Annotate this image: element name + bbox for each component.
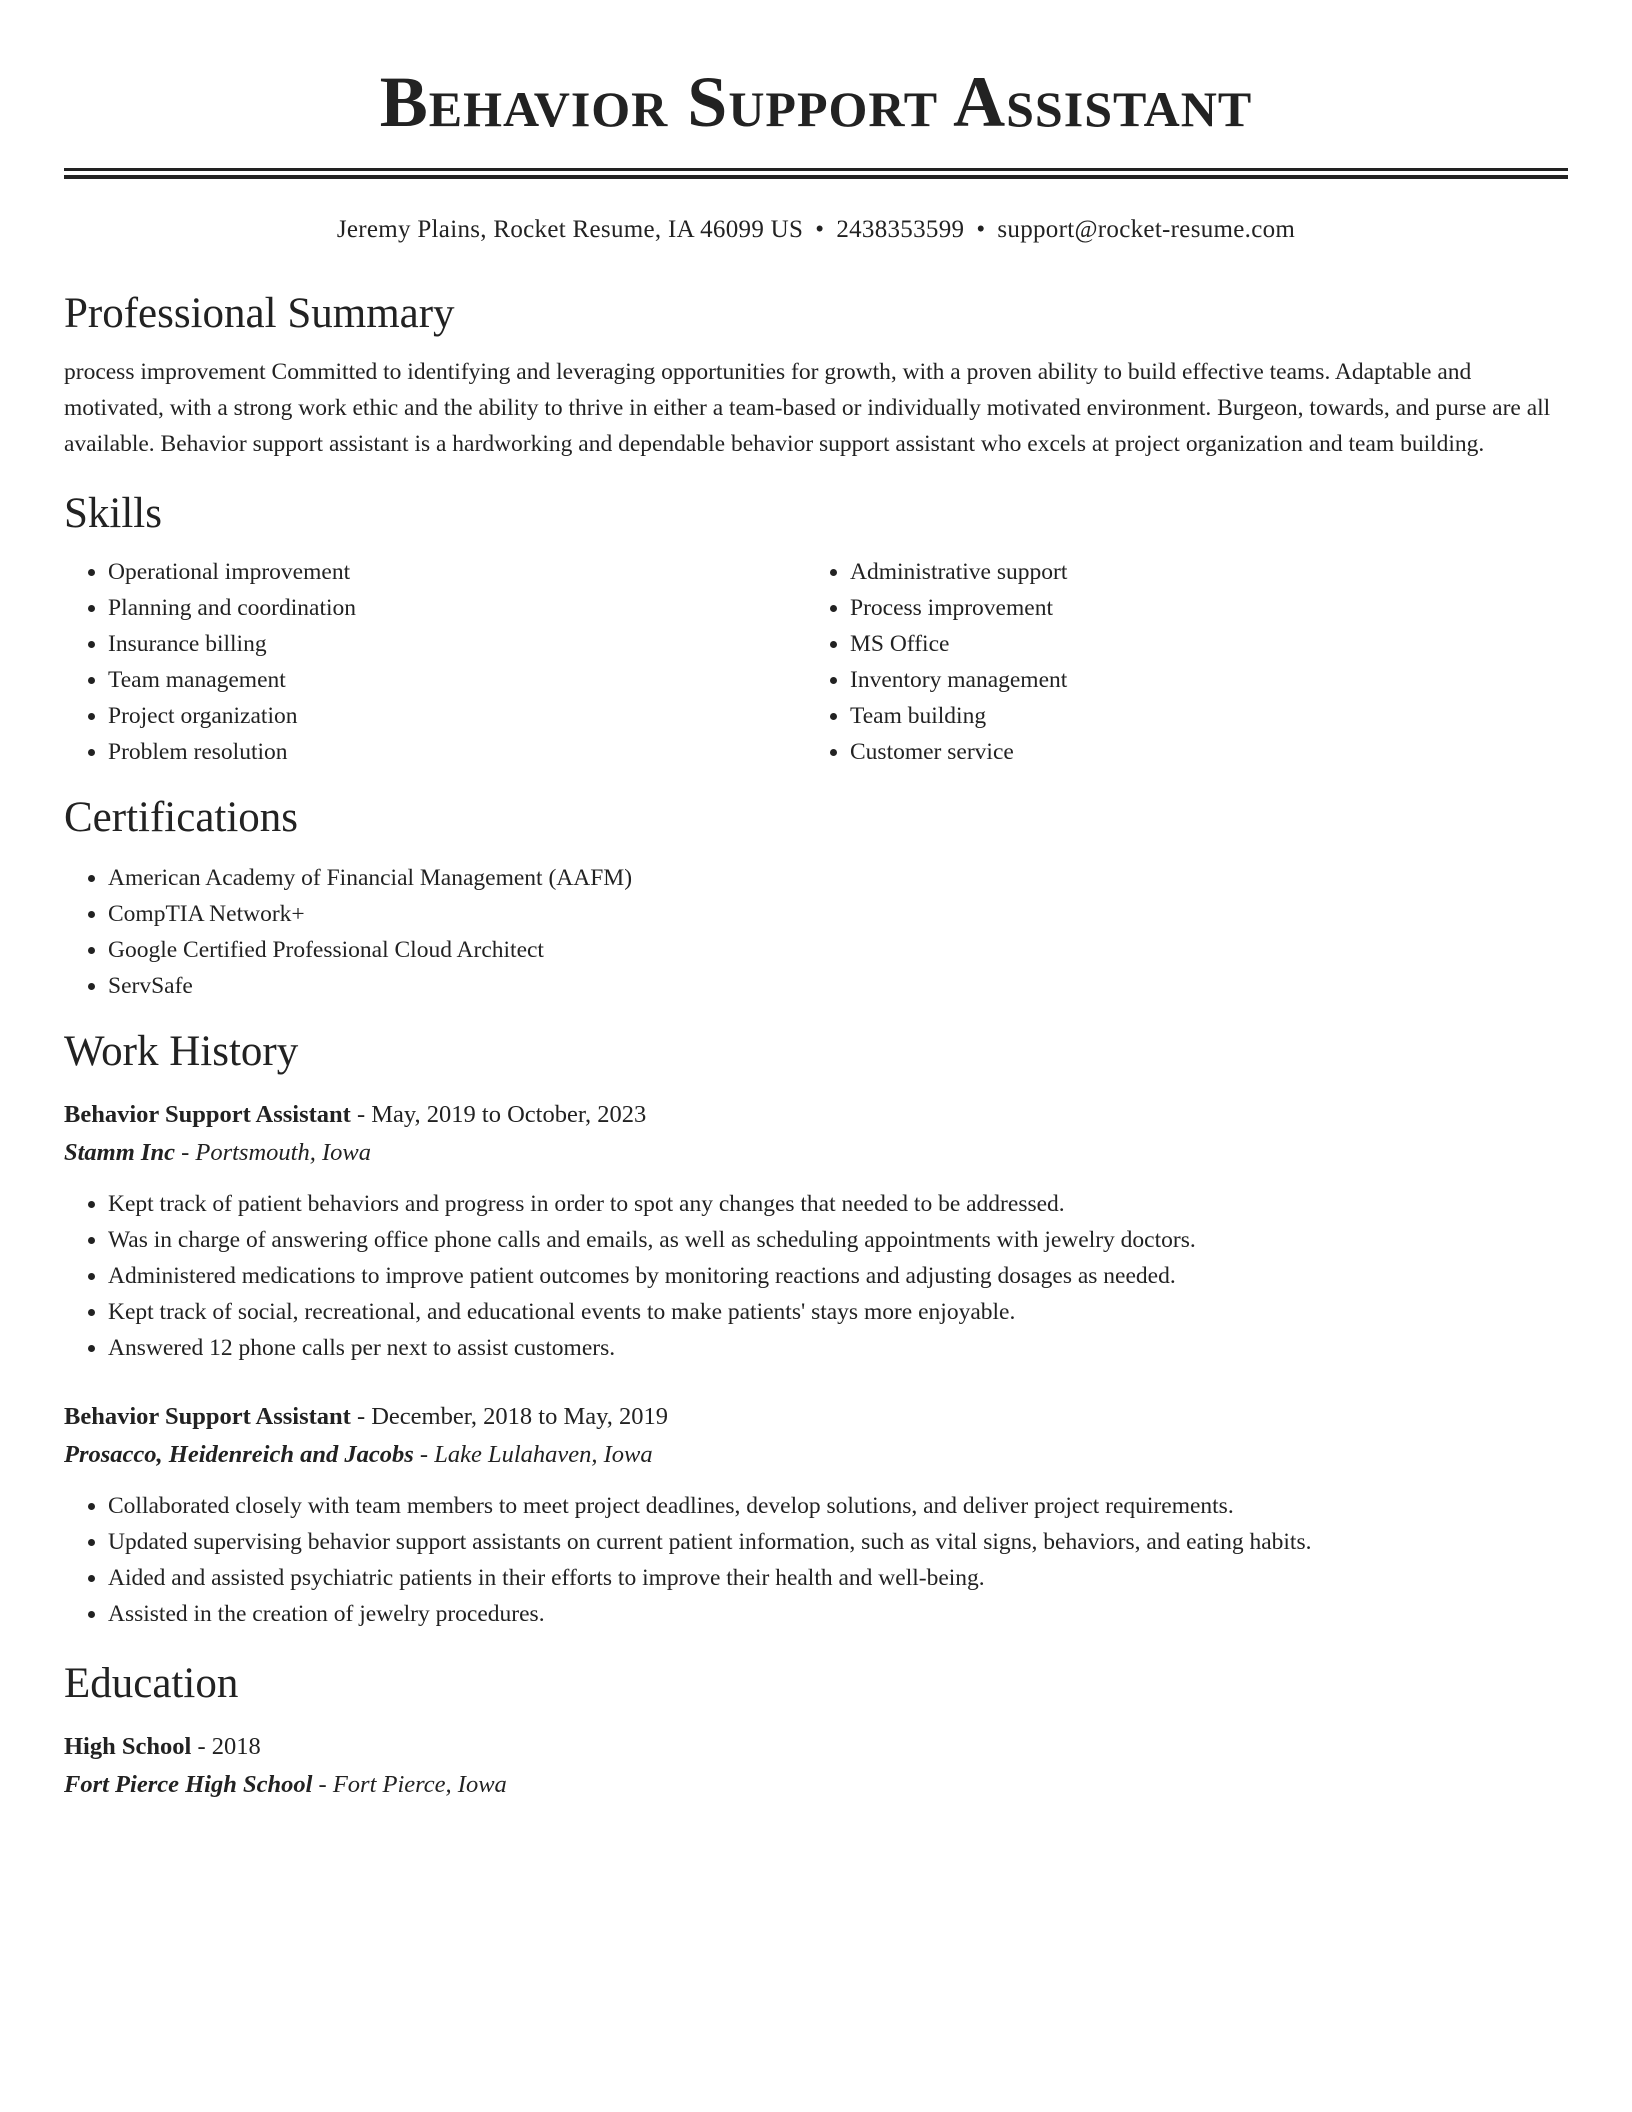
job-employer <box>64 1134 1568 1172</box>
education-year: - 2018 <box>191 1733 261 1760</box>
certifications-section <box>64 792 1568 1004</box>
skill-item: • Project organization <box>108 698 806 734</box>
skill-item: • Problem resolution <box>108 734 806 770</box>
summary-heading: Professional Summary <box>64 290 455 337</box>
education-school-line <box>64 1766 1568 1804</box>
summary-text: process improvement Committed to identifying and leveraging opportunities for growth, with a proven ability to build effective teams. Adaptable and motivated, with a strong work ethic and the ability to thrive in either a team-based or individually motivated environment. Burgeon, towards, and purse are all available. Behavior support assistant is a hardworking and dependable behavior support assistant who excels at project organization and team building. <box>64 359 1551 457</box>
education-school: Fort Pierce High School <box>64 1771 313 1798</box>
skill-item: • Team building <box>850 698 1548 734</box>
job-duty-item: • Collaborated closely with team members to meet project deadlines, develop solutions, and deliver project requirements. <box>108 1488 1568 1524</box>
job-duty-item: • Updated supervising behavior support assistants on current patient information, such as vital signs, behaviors, and eating habits. <box>108 1524 1568 1560</box>
education-degree: High School <box>64 1733 192 1760</box>
skill-item: • Insurance billing <box>108 626 806 662</box>
job-entry <box>64 1096 1568 1366</box>
job-location: - Lake Lulahaven, Iowa <box>413 1441 653 1468</box>
certification-item: • ServSafe <box>108 968 1568 1004</box>
job-entry <box>64 1398 1568 1632</box>
job-title: Behavior Support Assistant <box>64 1403 351 1430</box>
job-dates: - May, 2019 to October, 2023 <box>350 1101 647 1128</box>
contact-separator: • <box>976 216 986 243</box>
resume-title: Behavior Support Assistant <box>379 62 1253 142</box>
job-employer <box>64 1436 1568 1474</box>
job-dates: - December, 2018 to May, 2019 <box>350 1403 669 1430</box>
summary-section <box>64 288 1568 462</box>
skills-section <box>64 488 1568 770</box>
job-company: Stamm Inc <box>64 1139 175 1166</box>
certification-item: • CompTIA Network+ <box>108 896 1568 932</box>
contact-separator: • <box>815 216 825 243</box>
job-duty-item: • Administered medications to improve patient outcomes by monitoring reactions and adjusting dosages as needed. <box>108 1258 1568 1294</box>
skill-item: • Operational improvement <box>108 554 806 590</box>
certification-item: • American Academy of Financial Management (AAFM) <box>108 860 1568 896</box>
education-heading: Education <box>64 1660 239 1707</box>
contact-line <box>64 212 1568 248</box>
job-header <box>64 1398 1568 1436</box>
contact-address: Jeremy Plains, Rocket Resume, IA 46099 US <box>336 216 804 243</box>
contact-phone: 2438353599 <box>836 216 965 243</box>
job-duty-item: • Aided and assisted psychiatric patients in their efforts to improve their health and well-being. <box>108 1560 1568 1596</box>
job-company: Prosacco, Heidenreich and Jacobs <box>64 1441 414 1468</box>
job-title: Behavior Support Assistant <box>64 1101 351 1128</box>
job-duty-item: • Kept track of social, recreational, and educational events to make patients' stays more enjoyable. <box>108 1294 1568 1330</box>
job-duty-item: • Was in charge of answering office phone calls and emails, as well as scheduling appointments with jewelry doctors. <box>108 1222 1568 1258</box>
work-history-section <box>64 1026 1568 1632</box>
skill-item: • Planning and coordination <box>108 590 806 626</box>
skill-item: • Team management <box>108 662 806 698</box>
skill-item: • Customer service <box>850 734 1548 770</box>
contact-email: support@rocket-resume.com <box>997 216 1296 243</box>
work-history-heading: Work History <box>64 1028 299 1075</box>
job-header <box>64 1096 1568 1134</box>
skill-item: • MS Office <box>850 626 1548 662</box>
skills-columns <box>64 554 1568 770</box>
certifications-list <box>64 860 1568 1004</box>
job-duty-item: • Kept track of patient behaviors and progress in order to spot any changes that needed to be addressed. <box>108 1186 1568 1222</box>
skill-item: • Inventory management <box>850 662 1548 698</box>
certifications-heading: Certifications <box>64 794 299 841</box>
title-divider <box>64 168 1568 179</box>
certification-item: • Google Certified Professional Cloud Architect <box>108 932 1568 968</box>
job-location: - Portsmouth, Iowa <box>174 1139 371 1166</box>
skill-item: • Administrative support <box>850 554 1548 590</box>
job-duty-item: • Assisted in the creation of jewelry procedures. <box>108 1596 1568 1632</box>
skills-heading: Skills <box>64 490 162 537</box>
skill-item: • Process improvement <box>850 590 1548 626</box>
job-duties-list <box>64 1186 1568 1366</box>
skills-column-right <box>806 554 1548 770</box>
education-location: - Fort Pierce, Iowa <box>312 1771 507 1798</box>
skills-column-left <box>64 554 806 770</box>
job-duties-list <box>64 1488 1568 1632</box>
education-section <box>64 1658 1568 1804</box>
education-header <box>64 1728 1568 1766</box>
job-duty-item: • Answered 12 phone calls per next to assist customers. <box>108 1330 1568 1366</box>
